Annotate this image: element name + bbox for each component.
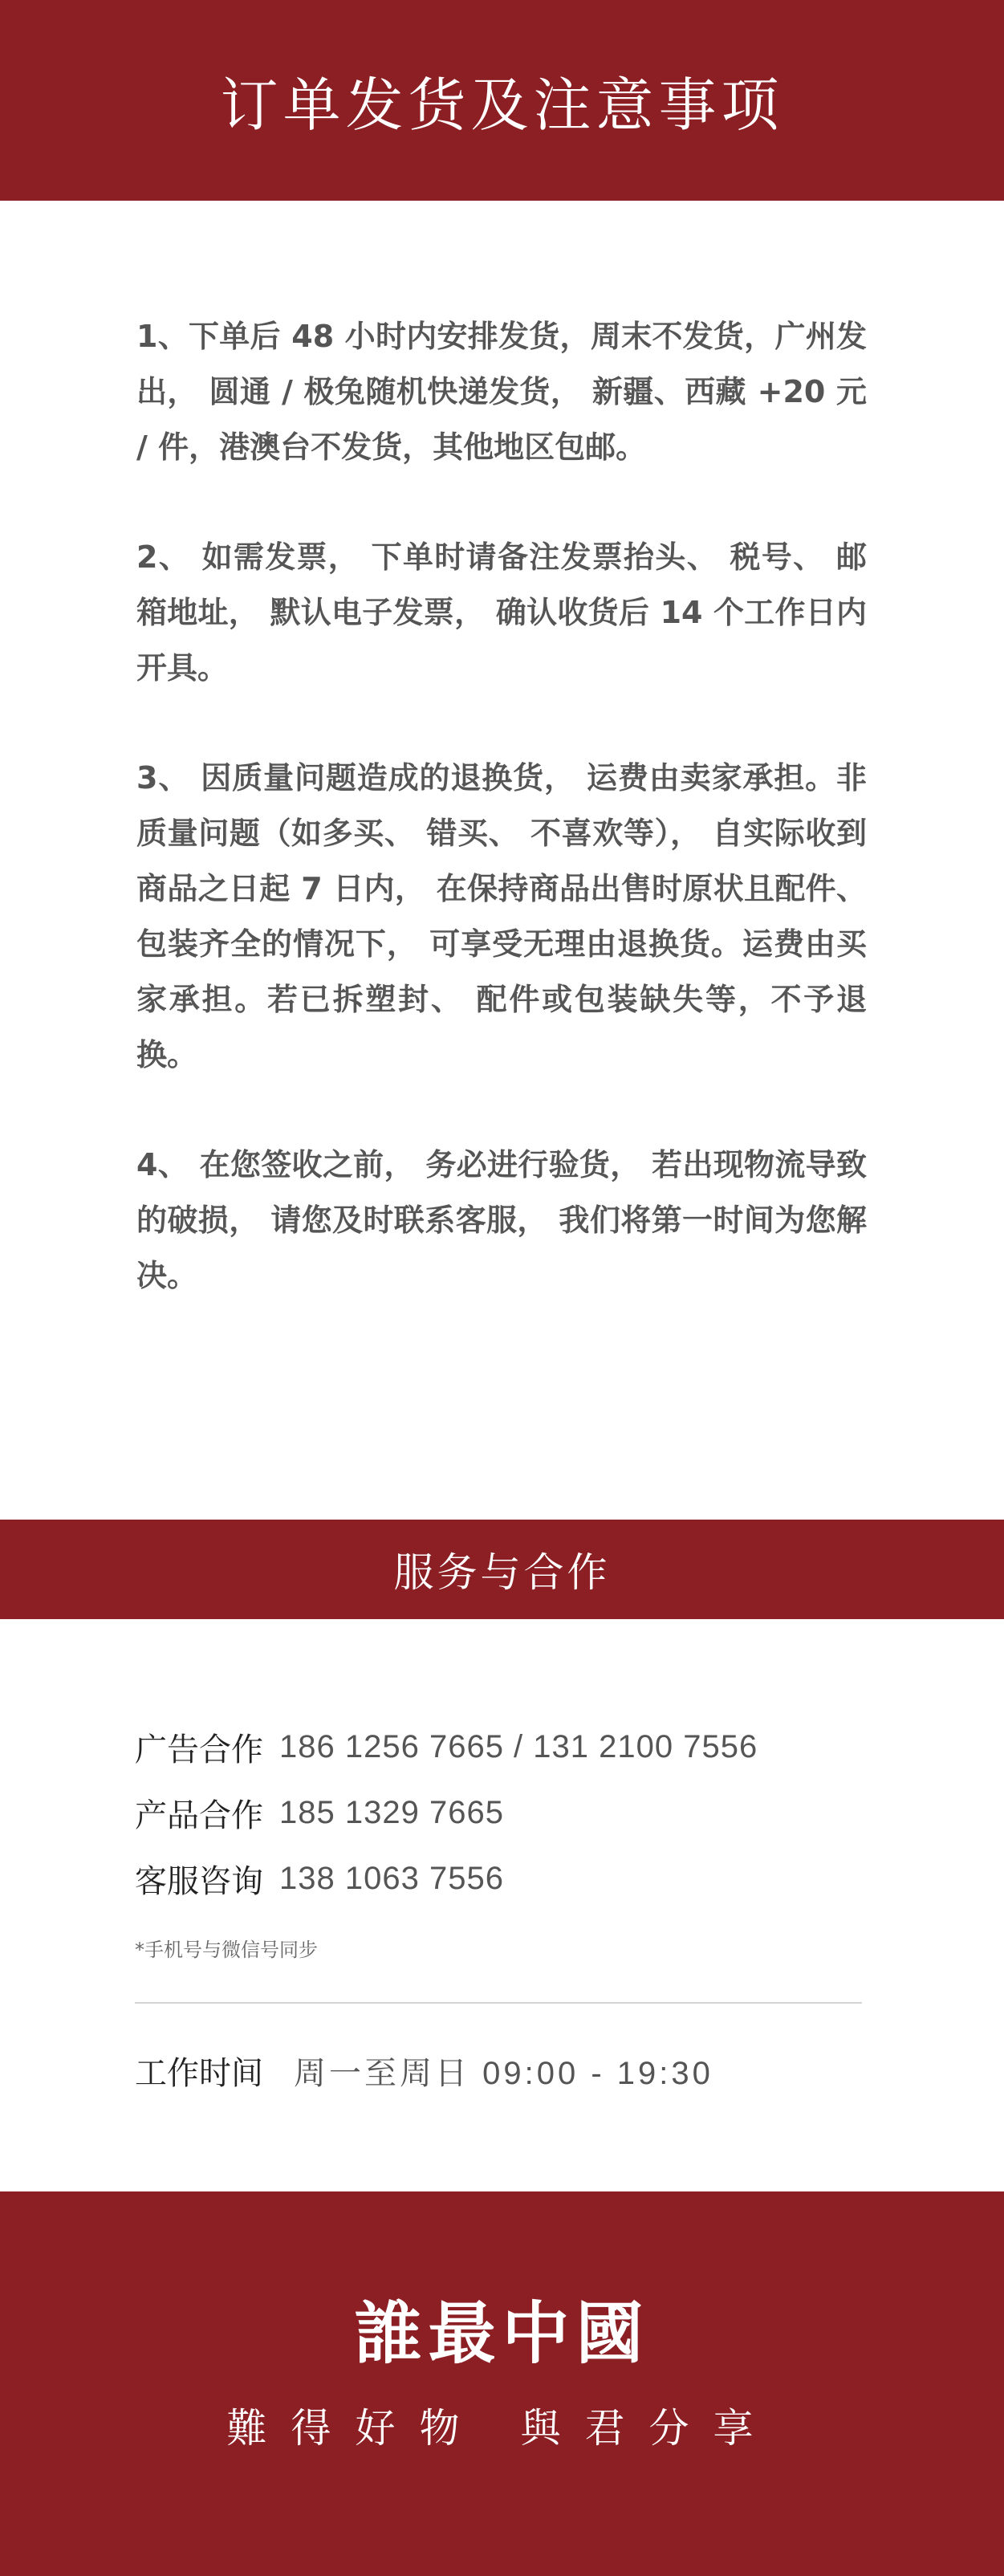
note-item-2: 2、 如需发票， 下单时请备注发票抬头、 税号、 邮箱地址， 默认电子发票， 确认收货后 14 个工作日内开具。: [136, 539, 867, 686]
service-title: 服务与合作: [393, 1549, 611, 1596]
brand-logo: 誰最中國: [354, 2293, 650, 2373]
contact-label: 广告合作: [135, 1731, 263, 1768]
contact-row-product: [135, 1780, 865, 1846]
note-item-1: 1、下单后 48 小时内安排发货，周末不发货，广州发出， 圆通 / 极兔随机快递发货， 新疆、西藏 +20 元 / 件，港澳台不发货，其他地区包邮。: [136, 319, 867, 465]
note-item-4: 4、 在您签收之前， 务必进行验货， 若出现物流导致的破损， 请您及时联系客服， 我们将第一时间为您解决。: [136, 1147, 867, 1293]
contact-phone: 186 1256 7665 / 131 2100 7556: [279, 1728, 758, 1764]
contact-phone: 185 1329 7665: [279, 1794, 504, 1830]
contact-phone: 138 1063 7556: [279, 1860, 504, 1896]
working-hours: [135, 2045, 713, 2095]
service-section-header: [0, 1520, 1004, 1619]
contact-label: 产品合作: [135, 1797, 263, 1834]
shipping-notes: [136, 309, 867, 1358]
contact-list: [135, 1714, 865, 1962]
header-banner: [0, 0, 1004, 201]
contact-row-support: [135, 1846, 865, 1911]
working-hours-value: 周一至周日 09:00 - 19:30: [294, 2055, 713, 2091]
contact-footnote: *手机号与微信号同步: [135, 1939, 318, 1961]
page-title: 订单发货及注意事项: [220, 71, 784, 139]
working-hours-label: 工作时间: [135, 2054, 263, 2092]
brand-slogan: 難得好物 與君分享: [226, 2405, 778, 2452]
divider: [135, 2002, 862, 2004]
contact-row-ads: [135, 1714, 865, 1780]
footer-banner: [0, 2191, 1004, 2576]
contact-label: 客服咨询: [135, 1862, 263, 1900]
note-item-3: 3、 因质量问题造成的退换货， 运费由卖家承担。非质量问题（如多买、 错买、 不喜欢等）， 自实际收到商品之日起 7 日内， 在保持商品出售时原状且配件、 包装齐全的情况下， 可享受无理由退换货。运费由买家承担。若已拆塑封、 配件或包装缺失等，不予退换。: [136, 760, 867, 1072]
